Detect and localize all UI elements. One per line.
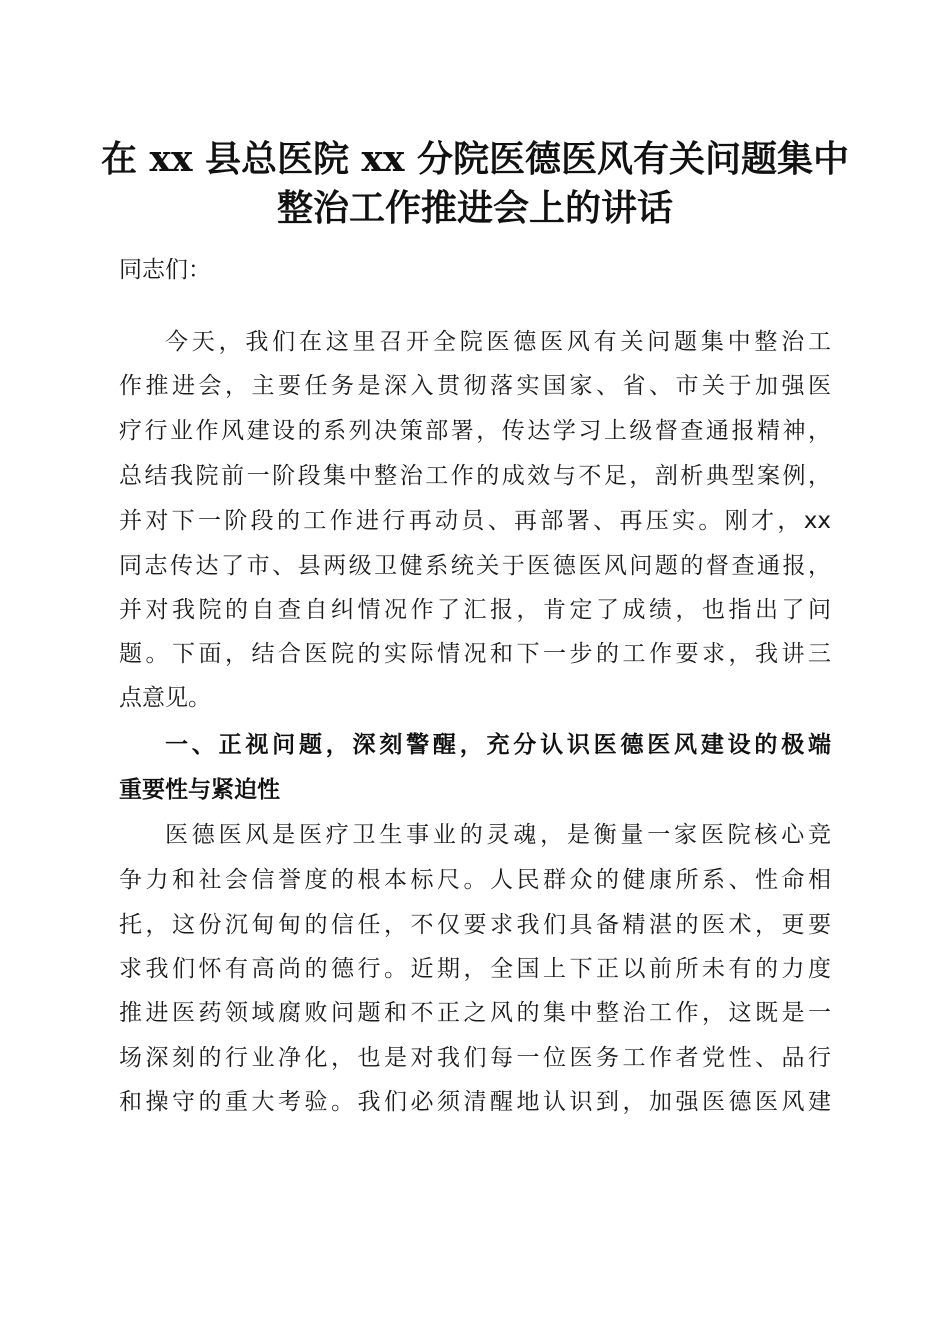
paragraph-1-line-7: 并对我院的自查自纠情况作了汇报，肯定了成绩，也指出了问 bbox=[119, 597, 831, 623]
paragraph-1-line-1: 今天，我们在这里召开全院医德医风有关问题集中整治工 bbox=[165, 329, 831, 355]
paragraph-1-line-3: 疗行业作风建设的系列决策部署，传达学习上级督查通报精神， bbox=[119, 418, 831, 444]
paragraph-2-line-6: 场深刻的行业净化，也是对我们每一位医务工作者党性、品行 bbox=[119, 1045, 831, 1071]
paragraph-1-line-9: 点意见。 bbox=[119, 685, 211, 711]
document-title-line-1: 在 xx 县总医院 xx 分院医德医风有关问题集中 bbox=[101, 138, 849, 180]
paragraph-2-line-7: 和操守的重大考验。我们必须清醒地认识到，加强医德医风建 bbox=[119, 1089, 831, 1115]
paragraph-1-line-8: 题。下面，结合医院的实际情况和下一步的工作要求，我讲三 bbox=[119, 641, 831, 667]
paragraph-1-line-6: 同志传达了市、县两级卫健系统关于医德医风问题的督查通报， bbox=[119, 553, 831, 579]
section-heading-1-line-1: 一、正视问题，深刻警醒，充分认识医德医风建设的极端 bbox=[165, 732, 831, 758]
paragraph-2-line-5: 推进医药领域腐败问题和不正之风的集中整治工作，这既是一 bbox=[119, 1000, 831, 1026]
paragraph-2-line-2: 争力和社会信誉度的根本标尺。人民群众的健康所系、性命相 bbox=[119, 867, 831, 893]
section-heading-1-line-2: 重要性与紧迫性 bbox=[119, 777, 280, 803]
paragraph-1-line-5: 并对下一阶段的工作进行再动员、再部署、再压实。刚才，xx bbox=[119, 508, 831, 534]
paragraph-1-line-4: 总结我院前一阶段集中整治工作的成效与不足，剖析典型案例， bbox=[119, 463, 831, 489]
paragraph-1-line-2: 作推进会，主要任务是深入贯彻落实国家、省、市关于加强医 bbox=[119, 373, 831, 399]
paragraph-2-line-1: 医德医风是医疗卫生事业的灵魂，是衡量一家医院核心竞 bbox=[165, 822, 831, 848]
paragraph-2-line-4: 求我们怀有高尚的德行。近期，全国上下正以前所未有的力度 bbox=[119, 956, 831, 982]
document-title-line-2: 整治工作推进会上的讲话 bbox=[276, 187, 673, 229]
salutation: 同志们： bbox=[119, 257, 211, 283]
paragraph-2-line-3: 托，这份沉甸甸的信任，不仅要求我们具备精湛的医术，更要 bbox=[119, 912, 831, 938]
